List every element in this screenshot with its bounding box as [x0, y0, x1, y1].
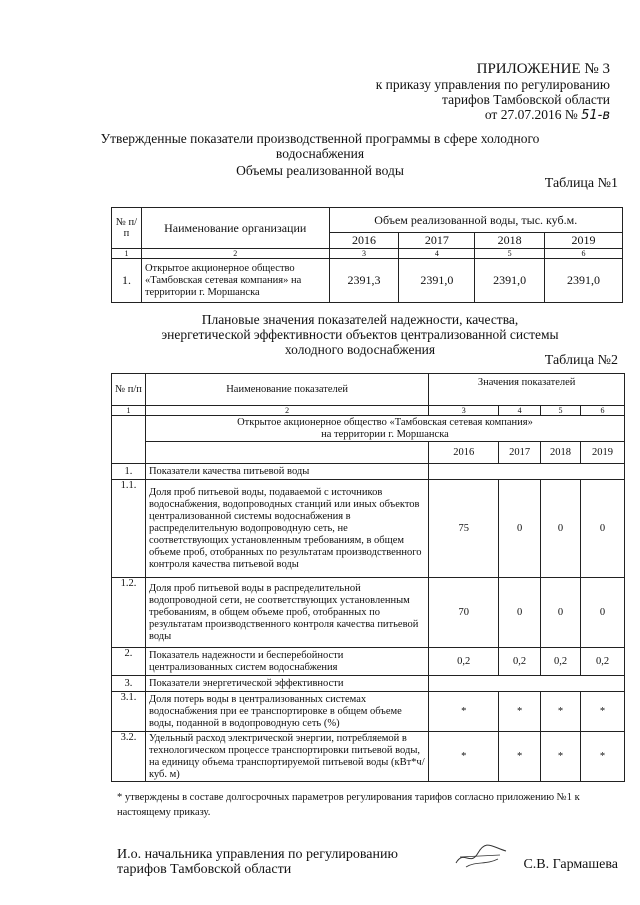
- table-2-year: 2019: [581, 442, 625, 464]
- row-value: *: [581, 692, 625, 732]
- org-line: территории г. Моршанска: [144, 286, 260, 298]
- row-num: 3.: [112, 676, 146, 692]
- table-2-blank: [145, 442, 428, 464]
- row-name: Показатели энергетической эффективности: [145, 676, 428, 692]
- heading-2-line2: энергетической эффективности объектов централизованной системы: [161, 327, 559, 342]
- table-1-index: 3: [329, 249, 399, 259]
- table-1-value: 2391,0: [475, 259, 545, 303]
- signature-position: [117, 847, 398, 877]
- table-row: [112, 732, 625, 782]
- row-value: 0: [499, 578, 541, 648]
- table-2-col-values: Значения показателей: [429, 374, 625, 406]
- row-value: 0: [499, 480, 541, 578]
- table-row: [112, 692, 625, 732]
- table-1: [111, 207, 623, 303]
- row-value: *: [541, 732, 581, 782]
- table-1-row-org: [141, 259, 329, 303]
- table-1-col-num: № п/п: [112, 208, 142, 249]
- appendix-order-number: 51-в: [581, 108, 610, 123]
- table-2-index: 3: [429, 406, 499, 416]
- org-line: Открытое акционерное общество: [144, 262, 295, 274]
- table-1-year: 2017: [399, 233, 475, 249]
- row-num: 1.2.: [112, 578, 146, 648]
- row-value: 75: [429, 480, 499, 578]
- table-2: [111, 373, 625, 782]
- table-1-index: 2: [141, 249, 329, 259]
- table-2-index: 6: [581, 406, 625, 416]
- row-num: 1.: [112, 464, 146, 480]
- row-value: 0,2: [541, 648, 581, 676]
- row-num: 3.1.: [112, 692, 146, 732]
- heading-1-line3: Объемы реализованной воды: [236, 163, 404, 178]
- signature-line1: И.о. начальника управления по регулированию: [117, 847, 398, 862]
- table-2-year: 2017: [499, 442, 541, 464]
- table-2-org-line1: Открытое акционерное общество «Тамбовская сетевая компания»: [237, 416, 533, 428]
- row-value: 0,2: [581, 648, 625, 676]
- table-2-index: 2: [145, 406, 428, 416]
- appendix-title: ПРИЛОЖЕНИЕ № 3: [476, 61, 610, 77]
- row-name: Доля потерь воды в централизованных системах водоснабжения при ее транспортировке в общем объеме воды, поданной в водопроводную сеть (%): [145, 692, 428, 732]
- table-row: [112, 259, 623, 303]
- table-2-org-line2: на территории г. Моршанска: [321, 428, 449, 440]
- signature-name: С.В. Гармашева: [523, 857, 618, 872]
- table-1-year: 2019: [545, 233, 623, 249]
- row-value: *: [499, 732, 541, 782]
- table-2-year: 2018: [541, 442, 581, 464]
- row-value: 0,2: [429, 648, 499, 676]
- row-num: 2.: [112, 648, 146, 676]
- table-row: [112, 648, 625, 676]
- org-line: «Тамбовская сетевая компания» на: [144, 274, 302, 286]
- row-value: *: [541, 692, 581, 732]
- table-1-value: 2391,3: [329, 259, 399, 303]
- table-2-index: 5: [541, 406, 581, 416]
- appendix-header: [376, 62, 610, 123]
- table-2-blank: [112, 416, 146, 464]
- table-1-value: 2391,0: [545, 259, 623, 303]
- row-value: *: [581, 732, 625, 782]
- row-name: Показатель надежности и бесперебойности централизованных систем водоснабжения: [145, 648, 428, 676]
- table-row: [112, 464, 625, 480]
- row-name: Показатели качества питьевой воды: [145, 464, 428, 480]
- heading-1: [0, 131, 640, 178]
- table-1-col-volume: Объем реализованной воды, тыс. куб.м.: [329, 208, 622, 233]
- table-1-index: 1: [112, 249, 142, 259]
- row-empty: [429, 676, 625, 692]
- row-value: 0,2: [499, 648, 541, 676]
- table-1-year: 2018: [475, 233, 545, 249]
- row-num: 1.1.: [112, 480, 146, 578]
- heading-1-line2: водоснабжения: [275, 146, 365, 161]
- table-2-index: 4: [499, 406, 541, 416]
- heading-2-line3: холодного водоснабжения: [284, 342, 436, 357]
- table-2-org: [145, 416, 624, 442]
- row-empty: [429, 464, 625, 480]
- table-2-year: 2016: [429, 442, 499, 464]
- table-1-label: Таблица №1: [544, 176, 618, 191]
- appendix-date-text: от 27.07.2016 №: [484, 107, 578, 122]
- table-2-col-name: Наименование показателей: [145, 374, 428, 406]
- row-value: 70: [429, 578, 499, 648]
- row-value: 0: [581, 578, 625, 648]
- table-1-year: 2016: [329, 233, 399, 249]
- row-name: Доля проб питьевой воды в распределительной водопроводной сети, не соответствующих установленным требованиям, в общем объеме проб, отобранных по результатам производственного контроля качества питьевой воды: [145, 578, 428, 648]
- table-1-index: 4: [399, 249, 475, 259]
- row-name: Удельный расход электрической энергии, потребляемой в технологическом процессе транспортировки питьевой воды, на единицу объема транспортируемой питьевой воды (кВт*ч/куб. м): [145, 732, 428, 782]
- appendix-line3: тарифов Тамбовской области: [442, 92, 610, 107]
- heading-2: [40, 312, 640, 357]
- heading-1-line1: Утвержденные показатели производственной программы в сфере холодного: [100, 131, 540, 146]
- table-2-index: 1: [112, 406, 146, 416]
- table-1-row-num: 1.: [112, 259, 142, 303]
- row-name: Доля проб питьевой воды, подаваемой с источников водоснабжения, водопроводных станций или иных объектов централизованной системы водоснабжения в распределительную водопроводную сеть, не соответствующих установленным требованиям, в общем объеме проб, отобранных по результатам производственного контроля качества питьевой воды: [145, 480, 428, 578]
- table-row: [112, 676, 625, 692]
- table-row: [112, 480, 625, 578]
- handwritten-signature: [452, 843, 510, 871]
- row-value: 0: [541, 480, 581, 578]
- table-1-index: 5: [475, 249, 545, 259]
- row-value: *: [429, 732, 499, 782]
- heading-2-line1: Плановые значения показателей надежности, качества,: [201, 312, 519, 327]
- row-value: 0: [541, 578, 581, 648]
- row-value: *: [429, 692, 499, 732]
- table-1-index: 6: [545, 249, 623, 259]
- table-row: [112, 578, 625, 648]
- row-value: 0: [581, 480, 625, 578]
- footnote: * утверждены в составе долгосрочных параметров регулирования тарифов согласно приложению №1 к настоящему приказу.: [117, 792, 580, 818]
- row-value: *: [499, 692, 541, 732]
- appendix-date: [376, 107, 610, 123]
- row-num: 3.2.: [112, 732, 146, 782]
- table-2-label: Таблица №2: [544, 353, 618, 368]
- signature-line2: тарифов Тамбовской области: [117, 862, 292, 877]
- table-1-col-org: Наименование организации: [141, 208, 329, 249]
- appendix-line2: к приказу управления по регулированию: [375, 77, 610, 92]
- table-2-col-num: № п/п: [112, 374, 146, 406]
- table-1-value: 2391,0: [399, 259, 475, 303]
